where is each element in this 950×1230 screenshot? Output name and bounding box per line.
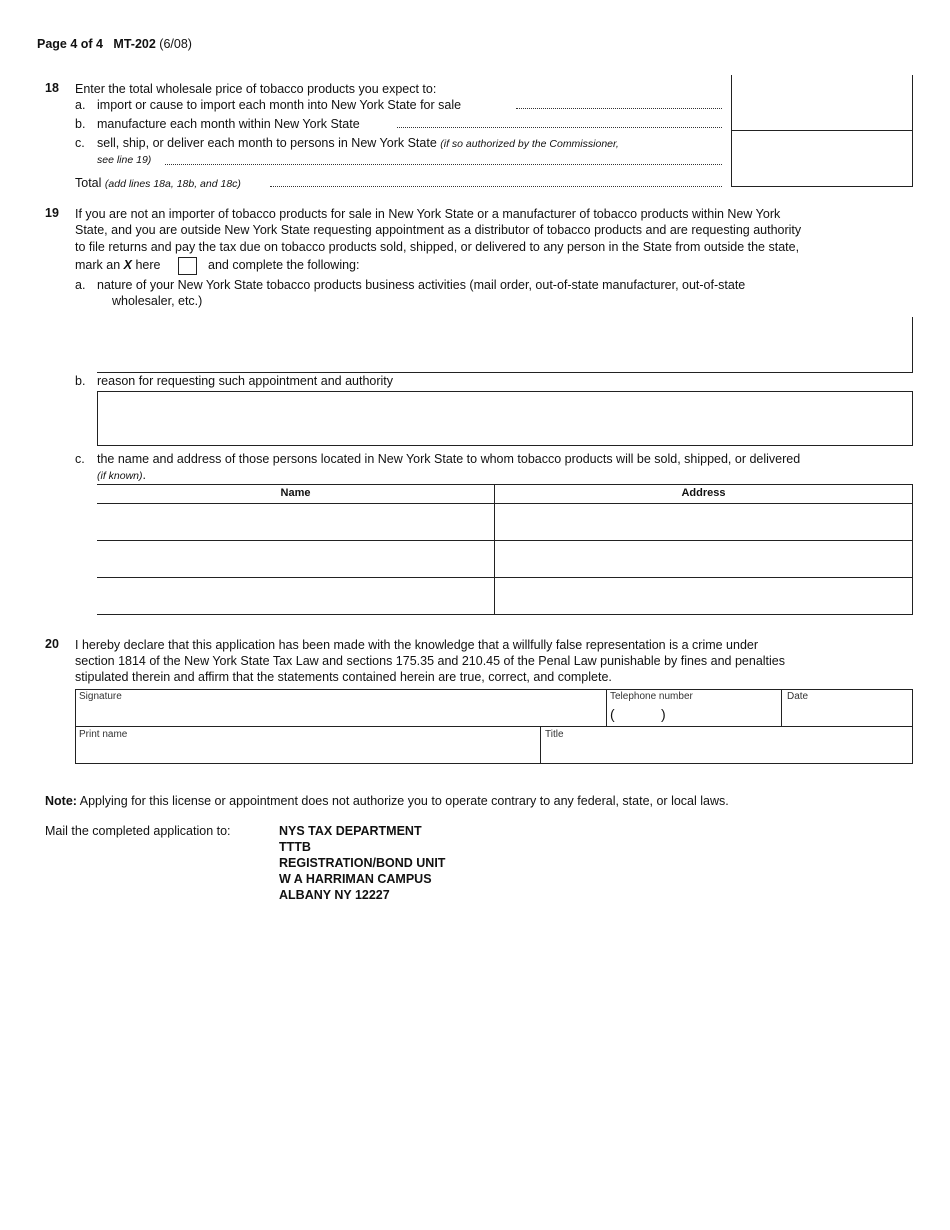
- line-20-text-1: I hereby declare that this application has been made with the knowledge that a willfully false representation is a crime under: [75, 638, 759, 652]
- line-19-x-mark: X: [123, 258, 132, 272]
- address-line-1: NYS TAX DEPARTMENT: [279, 824, 422, 838]
- line-19c-letter: c.: [75, 452, 85, 466]
- line-19c-text-2: [97, 467, 146, 484]
- note-label: Note:: [45, 794, 77, 808]
- line-19-mark-an: mark an: [75, 258, 121, 272]
- address-line-3: REGISTRATION/BOND UNIT: [279, 856, 446, 870]
- address-line-2: TTTB: [279, 840, 311, 854]
- address-line-5: ALBANY NY 12227: [279, 888, 390, 902]
- line-19c-if-known: (if known): [97, 470, 143, 482]
- line-20-number: 20: [45, 637, 59, 651]
- date-label: Date: [787, 691, 809, 702]
- title-field[interactable]: [541, 741, 912, 763]
- line-19a-text-1: nature of your New York State tobacco products business activities (mail order, out-of-state manufacturer, out-of-state: [97, 278, 746, 292]
- line-19c-text-1: the name and address of those persons located in New York State to whom tobacco products will be sold, shipped, or delivered: [97, 452, 801, 466]
- line-18-intro: Enter the total wholesale price of tobacco products you expect to:: [75, 82, 437, 96]
- signature-field[interactable]: [76, 690, 606, 726]
- line-18c-main: sell, ship, or deliver each month to persons in New York State: [97, 136, 437, 150]
- line-19-complete-following: and complete the following:: [208, 258, 360, 272]
- form-number: MT-202: [113, 37, 156, 51]
- line-18-total-note: (add lines 18a, 18b, and 18c): [104, 178, 241, 190]
- line-18b-text: manufacture each month within New York State: [97, 117, 360, 131]
- line-18-box-bottom: [731, 186, 913, 187]
- print-name-field[interactable]: [76, 741, 540, 763]
- line-18c-note: (if so authorized by the Commissioner,: [440, 138, 619, 150]
- line-18-total: [75, 175, 241, 192]
- note-text: Applying for this license or appointment does not authorize you to operate contrary to any federal, state, or local laws.: [79, 794, 729, 808]
- line-18ab-amount-field[interactable]: [732, 75, 912, 130]
- table-name-cell-1[interactable]: [97, 504, 494, 540]
- line-18-box-right-border: [912, 75, 913, 187]
- line-19-here: here: [135, 258, 161, 272]
- title-label: Title: [545, 729, 564, 740]
- line-19a-letter: a.: [75, 278, 86, 292]
- line-19b-text: reason for requesting such appointment and authority: [97, 374, 394, 388]
- line-18b-letter: b.: [75, 117, 86, 131]
- line-20-text-2: section 1814 of the New York State Tax Law and sections 175.35 and 210.45 of the Penal Law punishable by fines and penalties: [75, 654, 785, 668]
- line-18-total-leader: [270, 186, 722, 187]
- line-19-text-1: If you are not an importer of tobacco products for sale in New York State or a manufacturer of tobacco products within New York: [75, 207, 781, 221]
- form-revision: (6/08): [159, 37, 192, 51]
- line-19-number: 19: [45, 206, 59, 220]
- table-header-address: Address: [681, 487, 726, 499]
- table-name-cell-2[interactable]: [97, 541, 494, 577]
- telephone-paren-close: ): [661, 706, 666, 722]
- table-address-cell-1[interactable]: [495, 504, 912, 540]
- line-18c-leader: [165, 164, 722, 165]
- print-name-label: Print name: [79, 729, 128, 740]
- line-19-text-3: to file returns and pay the tax due on tobacco products sold, shipped, or delivered to any person in the State from outside the state,: [75, 240, 800, 254]
- line-18c-total-amount-field[interactable]: [732, 131, 912, 186]
- page-number: Page 4 of 4: [37, 37, 103, 51]
- telephone-paren-open: (: [610, 706, 615, 722]
- note: [45, 793, 729, 809]
- line-18-total-label: Total: [75, 176, 102, 190]
- line-18-number: 18: [45, 81, 59, 95]
- table-name-cell-3[interactable]: [97, 578, 494, 614]
- address-line-4: W A HARRIMAN CAMPUS: [279, 872, 432, 886]
- mail-label: Mail the completed application to:: [45, 824, 231, 838]
- line-20-text-3: stipulated therein and affirm that the statements contained herein are true, correct, and complete.: [75, 670, 612, 684]
- line-19-text-2: State, and you are outside New York State requesting appointment as a distributor of tobacco products and are requesting authority: [75, 223, 802, 237]
- line-19c-period: .: [142, 468, 146, 482]
- line-18c-note-cont: see line 19): [97, 154, 152, 166]
- line-18b-leader: [397, 127, 722, 128]
- date-field[interactable]: [782, 703, 912, 726]
- signature-label: Signature: [79, 691, 122, 702]
- signature-block: [75, 689, 913, 764]
- line-19a-field[interactable]: [97, 317, 913, 373]
- line-18c-letter: c.: [75, 136, 85, 150]
- line-18a-text: import or cause to import each month into New York State for sale: [97, 98, 462, 112]
- line-19-checkbox[interactable]: [178, 257, 197, 275]
- line-19c-table: [97, 484, 913, 615]
- table-header-name: Name: [280, 487, 311, 499]
- line-19-text-4: [75, 257, 161, 273]
- line-19b-letter: b.: [75, 374, 86, 388]
- line-19a-text-2: wholesaler, etc.): [112, 294, 203, 308]
- line-18c-text: [97, 135, 619, 152]
- mail-address: [279, 823, 445, 903]
- line-18a-letter: a.: [75, 98, 86, 112]
- table-address-cell-3[interactable]: [495, 578, 912, 614]
- line-19b-field[interactable]: [97, 391, 913, 446]
- page-header: [37, 36, 192, 52]
- telephone-label: Telephone number: [610, 691, 693, 702]
- line-18a-leader: [516, 108, 722, 109]
- telephone-field[interactable]: [607, 703, 781, 726]
- table-address-cell-2[interactable]: [495, 541, 912, 577]
